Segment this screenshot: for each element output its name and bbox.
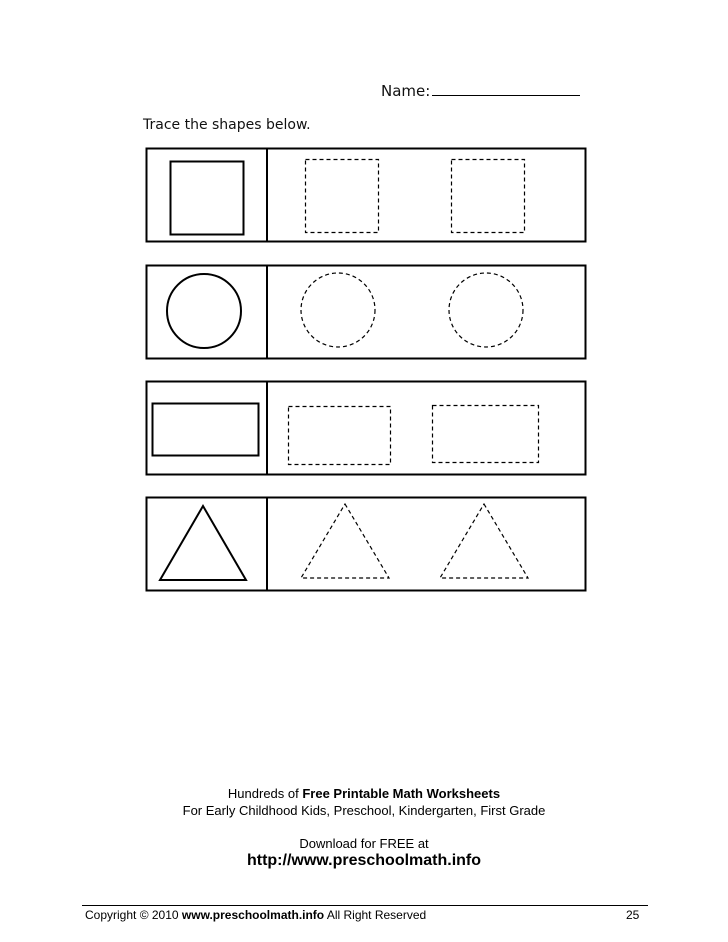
row-frame (147, 382, 586, 475)
row-triangle (147, 497, 586, 591)
footer-divider (82, 905, 648, 906)
row-frame (147, 266, 586, 359)
copyright-prefix: Copyright © 2010 (85, 908, 182, 922)
instruction-text: Trace the shapes below. (143, 117, 311, 133)
model-square (171, 162, 244, 235)
trace-square[interactable] (452, 160, 525, 233)
trace-rectangle[interactable] (433, 406, 539, 463)
trace-circle[interactable] (301, 273, 375, 347)
copyright-site-link[interactable]: www.preschoolmath.info (181, 908, 325, 922)
footer-line1-bold: Free Printable Math Worksheets (302, 786, 501, 801)
trace-triangle[interactable] (301, 504, 389, 578)
footer-line-2: For Early Childhood Kids, Preschool, Kindergarten, First Grade (182, 803, 546, 818)
footer-url-link[interactable]: http://www.preschoolmath.info (246, 852, 482, 869)
row-circle (147, 265, 586, 359)
footer-line1-prefix: Hundreds of (227, 786, 303, 801)
model-triangle (160, 506, 246, 580)
row-rectangle (147, 381, 586, 475)
model-rectangle (153, 404, 259, 456)
trace-triangle[interactable] (440, 504, 528, 578)
row-frame (147, 498, 586, 591)
trace-rectangle[interactable] (289, 407, 391, 465)
page-number: 25 (626, 908, 640, 922)
trace-circle[interactable] (449, 273, 523, 347)
copyright-text (85, 908, 426, 922)
footer-line-1 (0, 786, 728, 801)
row-square (147, 148, 586, 242)
name-label: Name: (381, 82, 431, 100)
trace-square[interactable] (306, 160, 379, 233)
copyright-suffix: All Right Reserved (324, 908, 427, 922)
footer-line-3: Download for FREE at (299, 836, 429, 851)
model-circle (167, 274, 241, 348)
